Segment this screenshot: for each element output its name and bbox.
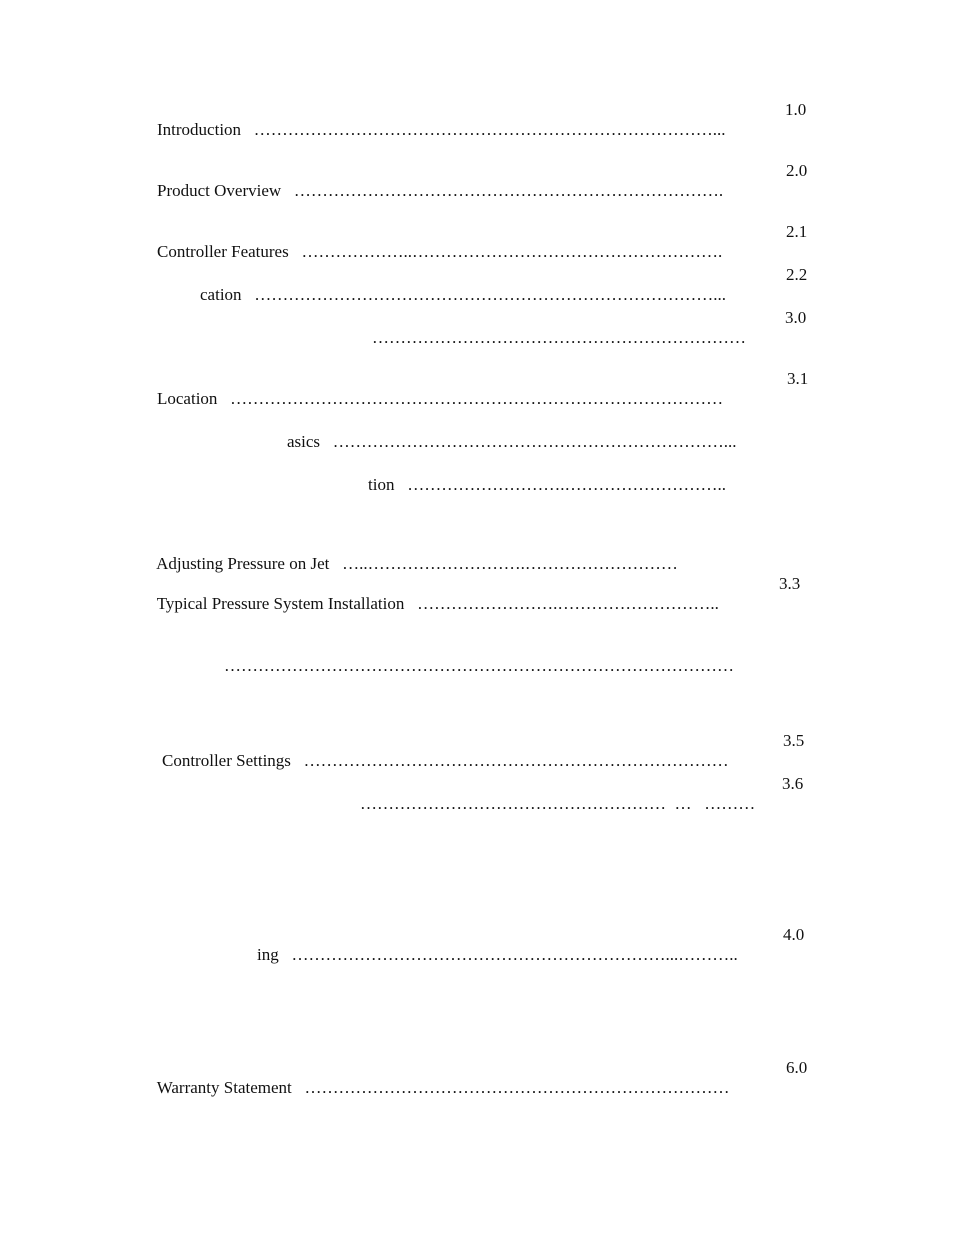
- toc-page-number: 3.3: [779, 574, 801, 593]
- toc-entry-controller-features: [140, 222, 723, 261]
- toc-page-number: 2.0: [786, 161, 808, 180]
- toc-leader-dots: …………………………………………………………...………..: [291, 945, 738, 964]
- toc-label: Location: [157, 389, 218, 408]
- toc-entry-adjusting-pressure: [140, 534, 678, 573]
- toc-entry-unlabeled: [207, 636, 734, 675]
- toc-entry-warranty: [140, 1058, 730, 1097]
- toc-page-number: 3.0: [785, 308, 807, 327]
- toc-page-number: 6.0: [786, 1058, 808, 1077]
- toc-page-number: 3.6: [782, 774, 804, 793]
- toc-label: cation: [200, 285, 242, 304]
- toc-page-number: 2.1: [786, 222, 808, 241]
- toc-page-number: 3.5: [783, 731, 805, 750]
- toc-label: asics: [287, 432, 321, 451]
- toc-leader-dots: ……………………….………………………..: [407, 475, 726, 494]
- toc-entry-typical-pressure: [140, 574, 719, 613]
- toc-entry-asics: [270, 412, 737, 451]
- toc-label: Warranty Statement: [156, 1078, 292, 1097]
- toc-entry-cation: [183, 265, 727, 304]
- toc-label: Typical Pressure System Installation: [156, 594, 405, 613]
- toc-leader-dots: ………………..……………………………………………….: [301, 242, 723, 261]
- toc-label: Controller Features: [157, 242, 289, 261]
- toc-leader-dots: …………………………………………………………………: [304, 1078, 730, 1097]
- toc-label: Controller Settings: [162, 751, 291, 770]
- toc-label: Adjusting Pressure on Jet: [156, 554, 330, 573]
- toc-leader-dots: ……………………………………………………………………………: [230, 389, 724, 408]
- toc-entry-controller-settings: [145, 731, 729, 770]
- toc-page-number: 4.0: [783, 925, 805, 944]
- toc-entry-tion: [351, 455, 726, 494]
- toc-label: tion: [368, 475, 395, 494]
- toc-leader-dots: …………………………………………………………: [372, 328, 746, 347]
- toc-leader-dots: …………………….………………………..: [417, 594, 719, 613]
- toc-entry-product-overview: [140, 161, 724, 200]
- toc-entry-ing: [240, 925, 738, 964]
- toc-entry-unlabeled: [343, 774, 756, 813]
- toc-leader-dots: ……………………………………………… … ………: [360, 794, 756, 813]
- toc-leader-dots: ………………………………………………………………………...: [254, 285, 727, 304]
- toc-label: Product Overview: [157, 181, 282, 200]
- toc-leader-dots: ………………………………………………………………………………: [224, 656, 734, 675]
- toc-page-number: 3.1: [787, 369, 809, 388]
- toc-label: ing: [257, 945, 279, 964]
- toc-leader-dots: …..……………………….………………………: [342, 554, 678, 573]
- toc-leader-dots: ……………………………………………………………...: [332, 432, 737, 451]
- toc-leader-dots: ………………………………………………………………………...: [253, 120, 726, 139]
- toc-entry-location: [140, 369, 724, 408]
- toc-leader-dots: …………………………………………………………………: [303, 751, 729, 770]
- toc-entry-unlabeled: [355, 308, 746, 347]
- toc-label: Introduction: [157, 120, 242, 139]
- toc-leader-dots: ………………………………………………………………….: [293, 181, 724, 200]
- toc-page-number: 2.2: [786, 265, 808, 284]
- toc-entry-introduction: [140, 100, 726, 139]
- toc-page-number: 1.0: [785, 100, 807, 119]
